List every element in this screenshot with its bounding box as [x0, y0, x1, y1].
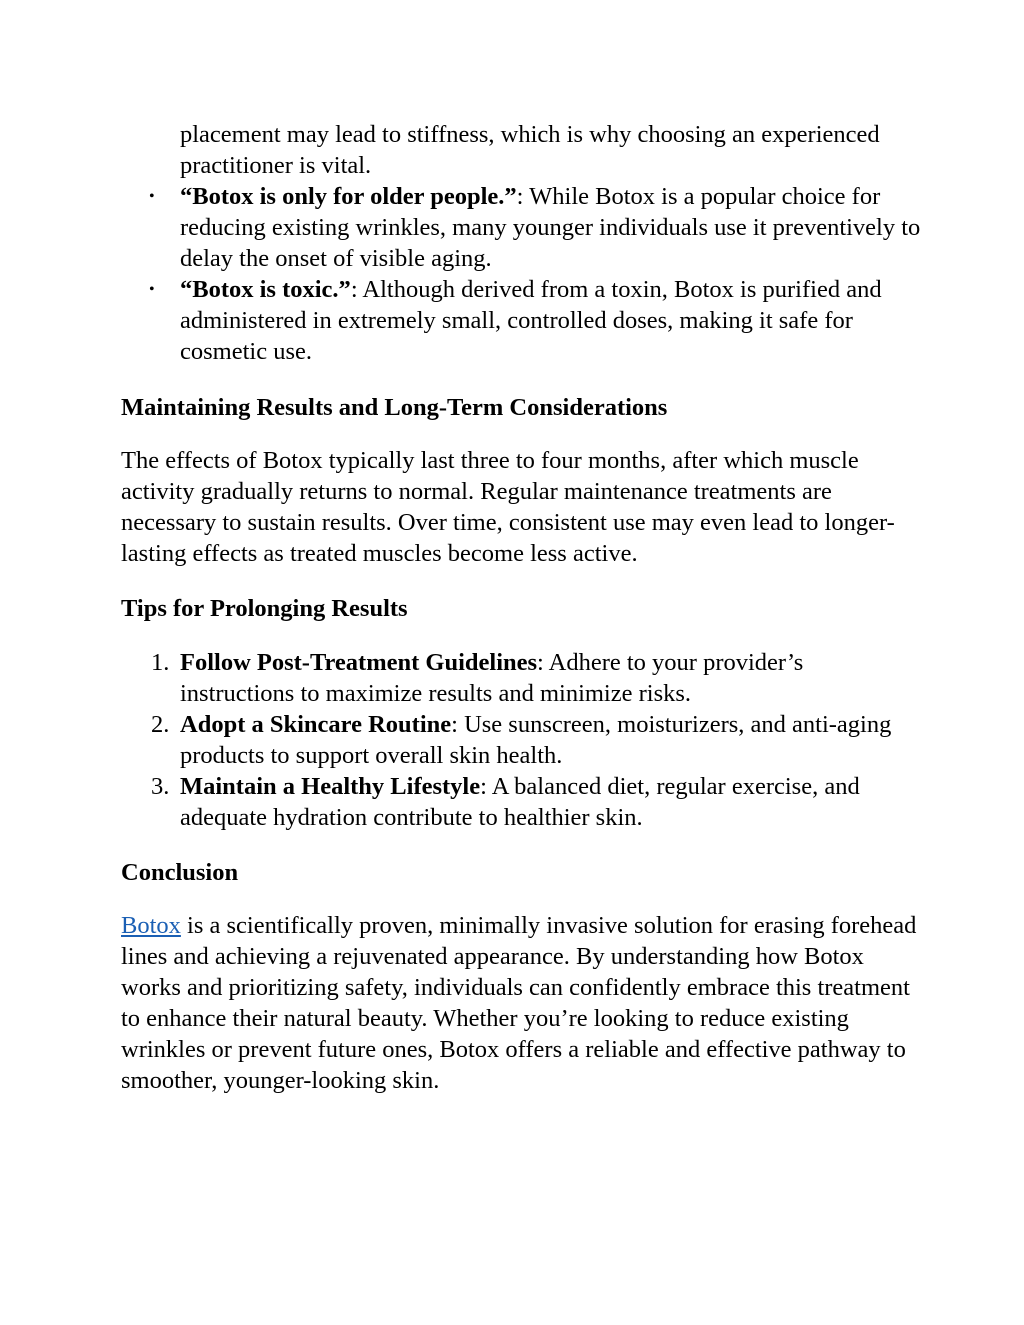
- myths-bullet-list: [121, 181, 921, 367]
- tips-numbered-list: [121, 647, 921, 833]
- section-heading-conclusion: Conclusion: [121, 859, 239, 886]
- list-item-number: 3.: [151, 773, 170, 800]
- list-item: [121, 647, 921, 709]
- list-item: [121, 771, 921, 833]
- list-item-term: Adopt a Skincare Routine: [180, 711, 452, 738]
- list-item-text: : A balanced diet, regular exercise, and adequate hydration contribute to healthier skin.: [180, 773, 860, 831]
- conclusion-text: is a scientifically proven, minimally invasive solution for erasing forehead lines and achieving a rejuvenated appearance. By understanding how Botox works and prioritizing safety, individuals can confidently embrace this treatment to enhance their natural beauty. Whether you’re looking to reduce existing wrinkles or prevent future ones, Botox offers a reliable and effective pathway to smoother, younger-looking skin.: [121, 912, 917, 1094]
- section-heading-maintaining: Maintaining Results and Long-Term Considerations: [121, 394, 668, 421]
- list-item-number: 1.: [151, 649, 170, 676]
- list-item-term: “Botox is only for older people.”: [180, 183, 517, 210]
- list-item-number: 2.: [151, 711, 170, 738]
- bullet-icon: •: [149, 188, 155, 205]
- list-item: [121, 274, 921, 367]
- list-item: [121, 709, 921, 771]
- list-item-term: Follow Post-Treatment Guidelines: [180, 649, 538, 676]
- list-item-continuation: placement may lead to stiffness, which is why choosing an experienced practitioner is vital.: [180, 121, 880, 179]
- list-item-term: Maintain a Healthy Lifestyle: [180, 773, 481, 800]
- list-item-text: : Use sunscreen, moisturizers, and anti-aging products to support overall skin health.: [180, 711, 892, 769]
- list-item-term: “Botox is toxic.”: [180, 276, 351, 303]
- document-page: [121, 119, 921, 1096]
- list-item-text: : Adhere to your provider’s instructions to maximize results and minimize risks.: [180, 649, 804, 707]
- list-item: [121, 181, 921, 274]
- list-item-text: : Although derived from a toxin, Botox is purified and administered in extremely small, controlled doses, making it safe for cosmetic use.: [180, 276, 882, 365]
- conclusion-paragraph: [121, 910, 921, 1096]
- botox-link[interactable]: Botox: [121, 912, 181, 939]
- list-item-text: : While Botox is a popular choice for reducing existing wrinkles, many younger individuals use it preventively to delay the onset of visible aging.: [180, 183, 921, 272]
- maintaining-paragraph: The effects of Botox typically last three to four months, after which muscle activity gradually returns to normal. Regular maintenance treatments are necessary to sustain results. Over time, consistent use may even lead to longer-lasting effects as treated muscles become less active.: [121, 447, 895, 567]
- section-heading-tips: Tips for Prolonging Results: [121, 595, 408, 622]
- bullet-icon: •: [149, 281, 155, 298]
